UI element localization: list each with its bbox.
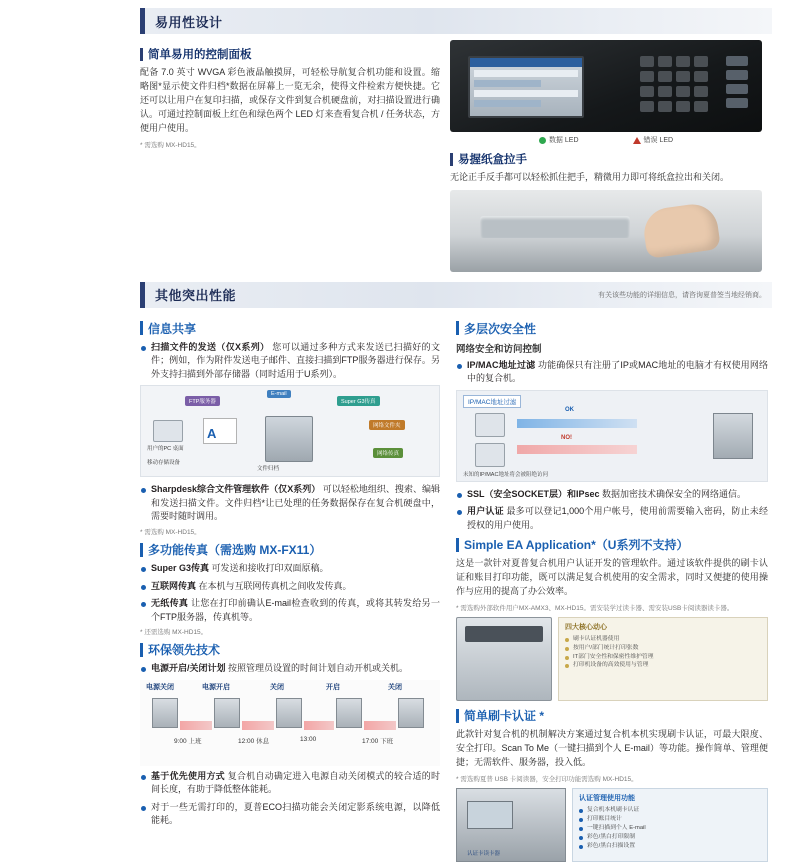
list-item [140,597,440,624]
list-item: 按用户/部门统计打印张数 [565,644,761,653]
item-text: 在本机与互联网传真机之间收发传真。 [198,580,352,591]
item-title: 互联网传真 [151,580,197,591]
mfp-graphic [713,413,753,459]
red-led-icon [633,137,641,144]
item-text: 按照管理员设置的时间计划自动开机或关机。 [228,663,409,674]
card-auth-features [572,788,768,862]
section-title: 其他突出性能 [155,288,237,304]
time-label: 13:00 [300,735,317,743]
time-label: 9:00 上班 [174,737,202,745]
mfp-photo [456,617,552,701]
list-item: 复合机本机刷卡认证 [579,806,761,815]
desktop-pc-graphic [153,420,183,442]
no-tag: NO! [561,434,572,441]
info-share-footnote: * 需选购 MX-HD15。 [140,528,201,536]
card-reader-photo [456,788,566,862]
item-title: IP/MAC地址过滤 [467,359,536,370]
security-list-bottom [456,488,768,533]
security-heading-label: 多层次安全性 [464,321,537,336]
led-legend [450,135,762,145]
list-item: 打印账目统计 [579,815,761,824]
item-title: Sharpdesk综合文件管理软件（仅X系列） [151,484,321,495]
screen-titlebar [470,58,582,67]
mfp-top-graphic [465,626,543,642]
state-label: 开启 [326,683,340,691]
list-item: 彩色/黑白扫描设置 [579,842,761,851]
list-item [140,580,440,594]
allowed-arrow [517,419,637,428]
panel-heading-label: 简单易用的控制面板 [148,49,252,61]
screen-row [474,70,578,77]
list-item: 刷卡认证机器使用 [565,635,761,644]
item-text: 复合机自动确定进入电源自动关闭模式的较合适的时间长度，有助于降低整体能耗。 [151,770,440,795]
item-title: 基于优先使用方式 [151,770,225,781]
simple-ea-visual [456,617,768,701]
section-title: 易用性设计 [155,14,223,30]
list-item: 彩色/黑白打印限制 [579,833,761,842]
item-title: 电源开启/关闭计划 [151,663,226,674]
card-title: 认证管理使用功能 [579,795,635,803]
storage-label: 移动存储设备 [147,460,181,467]
item-text: 可以轻松地组织、搜索、编辑和发送扫描文件。文件归档*让已处理的任务数据保存在复合机硬盘中，需要时随时调用。 [151,484,440,522]
card-auth-visual [456,788,768,862]
heading-accent-bar [456,709,459,723]
tray-heading-label: 易握纸盒拉手 [458,154,527,166]
document-filing-label: 文件归档 [257,466,280,473]
item-title: 用户认证 [467,506,504,517]
screen-row [474,80,541,87]
list-item [456,505,768,532]
blocked-arrow [517,445,637,454]
eco-timeline-diagram [140,680,440,766]
data-led-label: 数据 LED [548,137,579,144]
heading-accent-bar [140,543,143,557]
item-text: 可发送和接收打印双面原稿。 [211,563,329,574]
paper-tray-photo [450,190,762,272]
error-led-label: 错误 LED [643,137,674,144]
screen-row [474,100,541,107]
green-led-icon [539,137,546,144]
heading-accent-bar [456,321,459,335]
left-column [140,316,440,866]
simple-ea-heading [456,536,768,553]
ok-tag: OK [565,406,574,413]
pc-label: 用户的PC 桌面 [147,446,184,453]
side-buttons-graphic [726,56,748,112]
info-share-label: 信息共享 [148,321,197,336]
item-text: 让您在打印前确认E-mail检查收到的传真，或将其转发给另一个FTP服务器，传真机等。 [151,598,440,622]
superg3-chip: Super G3传真 [337,396,380,406]
simple-ea-body: 这是一款针对夏普复合机用户认证开发的管理软件。通过该软件提供的刷卡认证和账目打印功能，既可以满足复合机使用的安全需求，同时又便捷的使用操作与应用的提高了办公效率。 [456,558,768,597]
list-item [140,770,440,797]
fax-list [140,562,440,624]
state-label: 电源开启 [202,683,230,691]
ftp-server-chip: FTP服务器 [185,396,220,406]
card-auth-heading [456,707,768,724]
panel-footnote: * 需选购 MX-HD15。 [140,141,201,149]
panel-body: 配备 7.0 英寸 WVGA 彩色液晶触摸屏，可轻松导航复合机功能和设置。缩略图*显示使文件归档*数据在屏幕上一览无余，使得文件检索方便快捷。它还可以让用户在复印扫描，或保存文件到复合机硬盘前，对扫描设置进行确认。可通过控制面板上红色和绿色两个 LED 灯来查看复合机 / 任务状态，方便用户使用。 [140,67,441,133]
card-reader-label: 认证卡读卡器 [467,851,501,858]
blocked-pc-graphic [475,443,505,467]
security-heading [456,320,768,337]
list-item [140,483,440,524]
letter-a: A [207,426,217,442]
ip-mac-filter-diagram [456,390,768,482]
list-item: 打印机设备的高效使用与管理 [565,661,761,670]
heading-accent-bar [450,153,453,166]
fax-footnote: * 还需选购 MX-HD15。 [140,629,208,637]
email-chip: E-mail [267,390,291,398]
item-title: 扫描文件的发送（仅X系列） [151,341,270,352]
list-item [140,801,440,828]
card-title: 四大核心动心 [565,624,607,632]
item-title: 对于一些无需打印的，夏普ECO扫描功能会关闭定影系统电源，以降低能耗。 [151,801,440,826]
network-fax-chip: 网络传真 [373,448,403,458]
network-folder-chip: 网络文件夹 [369,420,405,430]
item-title: Super G3传真 [151,563,210,574]
list-item: IT部门安全性和保密性维护管理 [565,653,761,662]
item-text: 数据加密技术确保安全的网络通信。 [602,488,747,499]
tray-handle-graphic [480,216,630,238]
eco-heading-label: 环保领先技术 [148,643,221,658]
panel-heading [140,46,440,62]
section-header-other [140,282,772,308]
item-title: SSL（安全SOCKET层）和IPsec [467,488,600,499]
section-header-usability [140,8,772,34]
mfp-graphic [265,416,313,462]
eco-heading [140,641,440,658]
heading-accent-bar [140,643,143,657]
info-share-list [140,341,440,382]
hand-graphic [641,201,721,259]
item-text: 最多可以登记1,000个用户帐号，使用前需要输入密码，防止未经授权的用户使用。 [467,506,768,530]
list-item [456,359,768,386]
reader-screen-graphic [467,801,513,829]
sharpdesk-network-diagram [140,385,440,477]
state-label: 关闭 [388,683,402,691]
heading-accent-bar [140,321,143,335]
list-item [140,562,440,576]
diagram-title: IP/MAC地址过滤 [463,395,521,408]
allowed-pc-graphic [475,413,505,437]
security-sub-heading: 网络安全和访问控制 [456,343,542,355]
control-panel-photo [450,40,762,132]
list-item [140,662,440,676]
list-item [456,488,768,502]
section-note: 有关该些功能的详细信息，请咨询夏普签当地经销商。 [598,291,766,299]
time-label: 12:00 休息 [238,737,270,745]
panel-text-column [140,40,440,272]
simple-ea-footnote: * 需选购外部软件用户MX-AMX3、MX-HD15。需安装学过读卡器、需安装USB卡阅读器读卡器。 [456,605,734,613]
panel-image-column [450,40,762,272]
usability-content [140,40,772,272]
right-column [456,316,768,866]
list-item [140,341,440,382]
item-text: 功能确保只有注册了IP或MAC地址的电脑才有权使用网络中的复合机。 [467,359,768,384]
simple-ea-heading-label: Simple EA Application*（U系列不支持） [464,538,689,553]
error-led-legend [633,135,674,145]
tray-heading [450,151,762,167]
two-column-body [140,316,772,866]
numeric-keypad-graphic [640,56,716,116]
diagram-footnote: 未知的IP/MAC地址将会被阻绝访问 [463,471,548,478]
heading-accent-bar [456,538,459,552]
security-list-top [456,359,768,386]
heading-accent-bar [140,48,143,61]
time-label: 17:00 下班 [362,737,394,745]
fax-heading [140,541,440,558]
card-list [565,635,761,670]
sharpdesk-list [140,483,440,524]
card-auth-body: 此款针对复合机的机制解决方案通过复合机本机实现刷卡认证，可最大限度、安全打印。Scan To Me（一键扫描到个人 E-mail）等功能。操作简单、管理便捷；无需软件、服务器，投入低。 [456,729,768,768]
fax-heading-label: 多功能传真（需选购 MX-FX11） [148,543,322,558]
touchscreen-graphic [468,56,584,118]
eco-list-top [140,662,440,676]
list-item: 一键扫描到个人 E-mail [579,824,761,833]
screen-row [474,90,578,97]
card-auth-footnote: * 需选购夏普 USB 卡阅读器，安全打印功能需选购 MX-HD15。 [456,776,638,784]
state-label: 电源关闭 [146,683,174,691]
tray-body: 无论正手反手都可以轻松抓住把手，精微用力即可将纸盒拉出和关闭。 [450,172,730,182]
eco-list-bottom [140,770,440,828]
card-auth-heading-label: 简单刷卡认证 * [464,709,545,724]
card-list [579,806,761,851]
item-text: 您可以通过多种方式来发送已扫描好的文件；例如，作为附件发送电子邮件、直接扫描到FTP服务器进行保存。另外支持扫描到外部存储器（同时适用于U系列）。 [151,341,440,379]
data-led-legend [539,135,579,145]
item-title: 无纸传真 [151,598,189,609]
ea-benefits-card [558,617,768,701]
state-label: 关闭 [270,683,284,691]
info-share-heading [140,320,440,337]
